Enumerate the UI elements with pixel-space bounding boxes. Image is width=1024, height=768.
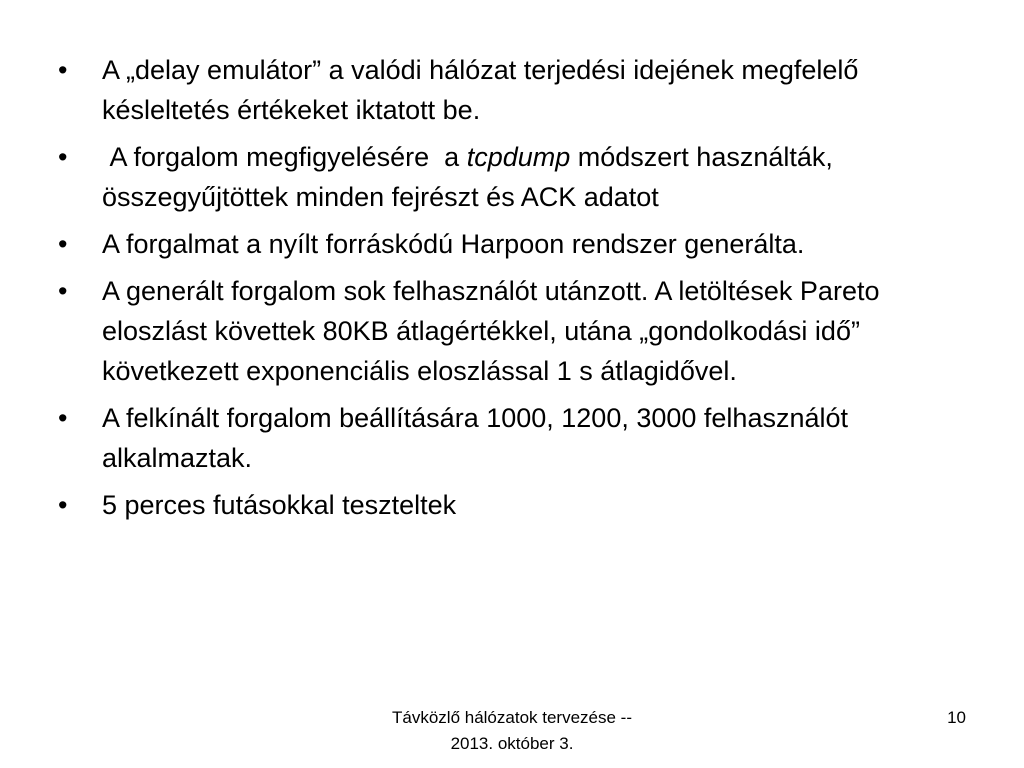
bullet-marker: •	[58, 142, 68, 172]
bullet-text: 5 perces futásokkal teszteltek	[102, 490, 457, 520]
bullet-item-2	[58, 137, 978, 217]
bullet-item-3	[58, 224, 978, 264]
bullet-list	[58, 50, 978, 532]
bullet-text: A generált forgalom sok felhasználót utánzott. A letöltések Pareto eloszlást követtek 80KB átlagértékkel, utána „gondolkodási idő” következett exponenciális eloszlással 1 s átlagidővel.	[102, 276, 880, 386]
bullet-text-before: A forgalom megfigyelésére a	[102, 142, 467, 172]
bullet-item-5	[58, 398, 978, 478]
footer-title	[332, 705, 692, 757]
page-number: 10	[947, 708, 966, 727]
bullet-text: A „delay emulátor” a valódi hálózat terjedési idejének megfelelő késleltetés értékeket iktatott be.	[102, 55, 859, 125]
bullet-item-1	[58, 50, 978, 130]
bullet-text: A forgalmat a nyílt forráskódú Harpoon rendszer generálta.	[102, 229, 805, 259]
bullet-marker: •	[58, 490, 68, 520]
bullet-marker: •	[58, 55, 68, 85]
footer-title-line1: Távközlő hálózatok tervezése --	[392, 708, 632, 727]
bullet-text-italic: tcpdump	[466, 142, 571, 172]
bullet-marker: •	[58, 276, 68, 306]
bullet-item-6	[58, 485, 978, 525]
bullet-item-4	[58, 271, 978, 391]
footer-title-line2: 2013. október 3.	[450, 734, 574, 753]
bullet-text-after: módszert használták, összegyűjtöttek minden fejrészt és ACK adatot	[102, 142, 833, 212]
bullet-marker: •	[58, 229, 68, 259]
bullet-marker: •	[58, 403, 68, 433]
bullet-text: A felkínált forgalom beállítására 1000, 1200, 3000 felhasználót alkalmaztak.	[102, 403, 849, 473]
